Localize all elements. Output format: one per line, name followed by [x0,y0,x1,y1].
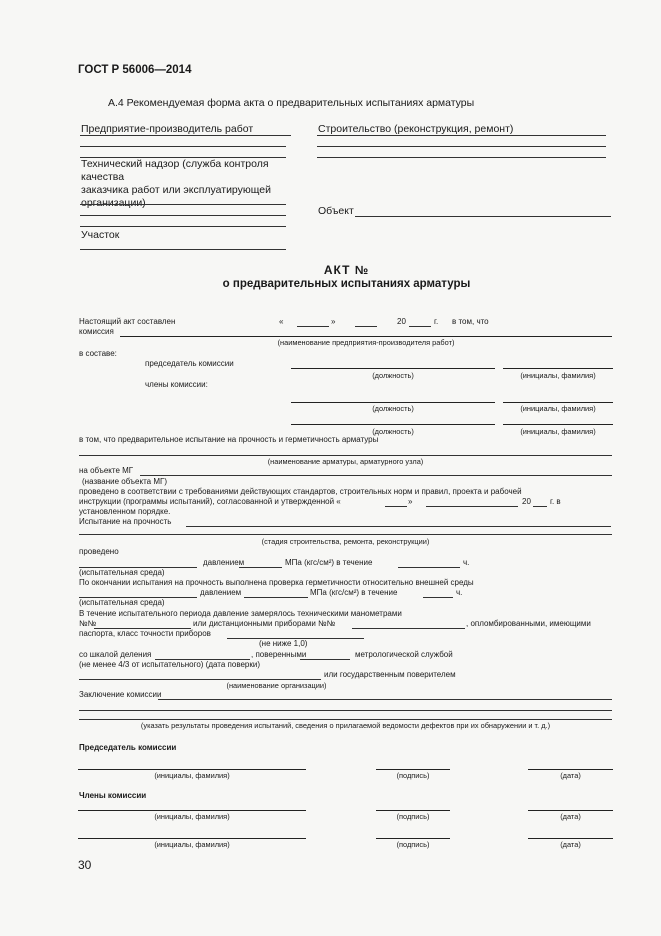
after-strength-text: По окончании испытания на прочность выполнена проверка герметичности относительно внешней среды [79,578,474,587]
sig-caption-initials-3: (инициалы, фамилия) [154,840,230,849]
act-subtitle: о предварительных испытаниях арматуры [222,278,471,290]
caption-organization: (наименование организации) [226,681,327,690]
caption-position-1: (должность) [372,371,414,380]
page-number: 30 [78,858,92,872]
sig-caption-signature-1: (подпись) [396,771,430,780]
chairman-position-line [291,368,495,369]
during-period-text: В течение испытательного периода давление замерялось техническими манометрами [79,609,402,618]
intro-quote-close: » [331,317,336,326]
sig-member1-date-line [528,810,613,811]
sealed-text: , опломбированными, имеющими [466,619,591,628]
conducted-line-2b: » [408,497,413,506]
sig-caption-date-1: (дата) [560,771,581,780]
construction-line [317,135,606,136]
note-verification: (не менее 4/3 от испытательного) (дата поверки) [79,660,261,669]
or-remote-text: или дистанционными приборами №№ [193,619,336,628]
strength-test-line [186,526,611,527]
duration-line-1 [398,567,460,568]
caption-position-3: (должность) [372,427,414,436]
sig-caption-signature-2: (подпись) [396,812,430,821]
member1-name-line [503,402,613,403]
caption-medium-1: (испытательная среда) [79,568,165,577]
member2-position-line [291,424,495,425]
sig-caption-signature-3: (подпись) [396,840,430,849]
intro-right: в том, что [452,317,489,326]
approval-day-line [385,506,407,507]
intro-year-line [409,326,431,327]
composition: в составе: [79,349,117,358]
conducted-line-2a: инструкции (программы испытаний), согласованной и утвержденной « [79,497,341,506]
intro-day-line [297,326,329,327]
caption-initials-3: (инициалы, фамилия) [520,427,596,436]
chairman-name-line [503,368,613,369]
conducted-line-2c: 20 [522,497,531,506]
prelim-test-text: в том, что предварительное испытание на прочность и герметичность арматуры [79,435,379,444]
sig-caption-initials-1: (инициалы, фамилия) [154,771,230,780]
tech-line-1: Технический надзор (служба контроля [81,158,269,170]
object-mg-line [140,475,612,476]
stage-line [79,534,612,535]
caption-valve: (наименование арматуры, арматурного узла) [267,457,424,466]
caption-results: (указать результаты проведения испытаний, сведения о прилагаемой ведомости дефектов при их обнаружении и т. д.) [140,721,551,730]
caption-object: (название объекта МГ) [82,477,167,486]
hours-1: ч. [463,558,470,567]
object-line [355,216,611,217]
no-sign: №№ [79,619,97,628]
sig-member2-name-line [78,838,306,839]
intro-g: г. [434,317,439,326]
commission-word: комиссия [79,327,114,336]
enterprise-label: Предприятие-производитель работ [81,123,254,135]
conclusion-line-2 [79,710,612,711]
site-line [80,249,286,250]
approval-year-line [533,506,547,507]
mpa-text-1: МПа (кгс/см²) в течение [285,558,373,567]
verified-text: , поверенными [251,650,307,659]
pressure-word-2: давлением [200,588,242,597]
member1-position-line [291,402,495,403]
tech-line-a [80,204,286,205]
act-title: АКТ № [323,263,370,277]
tech-line-3: заказчика работ или эксплуатирующей [81,184,272,196]
chairman-heading: Председатель комиссии [79,743,177,752]
sig-member1-name-line [78,810,306,811]
intro-quote-open: « [279,317,284,326]
or-state-text: или государственным поверителем [324,670,456,679]
tech-line-2: качества [81,171,125,183]
pressure-line-1 [239,567,282,568]
passport-text: паспорта, класс точности приборов [79,629,211,638]
tech-line-c [80,226,286,227]
hours-2: ч. [456,588,463,597]
sig-caption-initials-2: (инициалы, фамилия) [154,812,230,821]
strength-test-label: Испытание на прочность [79,517,172,526]
sig-chairman-sign-line [376,769,450,770]
chairman-label: председатель комиссии [145,359,234,368]
sig-chairman-date-line [528,769,613,770]
at-object-label: на объекте МГ [79,466,134,475]
enterprise-line-2 [80,146,286,147]
construction-line-3 [317,157,606,158]
sig-member2-sign-line [376,838,450,839]
member2-name-line [503,424,613,425]
conducted-word: проведено [79,547,119,556]
conclusion-line-1 [158,699,612,700]
caption-initials-2: (инициалы, фамилия) [520,404,596,413]
section-title: А.4 Рекомендуемая форма акта о предварительных испытаниях арматуры [108,97,475,109]
organization-line [79,679,321,680]
scale-text: со шкалой деления [79,650,152,659]
members-heading: Члены комиссии [79,791,147,800]
valve-line [79,455,612,456]
caption-enterprise: (наименование предприятия-производителя работ) [277,338,455,347]
site-label: Участок [81,229,120,241]
members-label: члены комиссии: [145,380,208,389]
caption-position-2: (должность) [372,404,414,413]
sig-member1-sign-line [376,810,450,811]
sig-chairman-name-line [78,769,306,770]
construction-line-2 [317,146,606,147]
intro-month-line [355,326,377,327]
standard-number: ГОСТ Р 56006—2014 [78,64,192,76]
verified-date-line [300,659,350,660]
conducted-line-3: установленном порядке. [79,507,171,516]
metrology-text: метрологической службой [355,650,453,659]
sig-caption-date-3: (дата) [560,840,581,849]
sig-caption-date-2: (дата) [560,812,581,821]
remote-numbers-line [352,628,465,629]
object-label: Объект [318,205,354,217]
pressure-word-1: давлением [203,558,245,567]
caption-initials-1: (инициалы, фамилия) [520,371,596,380]
tech-line-b [80,215,286,216]
pressure-line-2 [244,597,308,598]
tech-line-4: организации) [81,197,146,209]
enterprise-line [80,135,291,136]
conducted-line-2d: г. в [550,497,561,506]
construction-label: Строительство (реконструкция, ремонт) [318,123,514,135]
caption-medium-2: (испытательная среда) [79,598,165,607]
caption-stage: (стадия строительства, ремонта, реконструкции) [261,537,430,546]
mpa-text-2: МПа (кгс/см²) в течение [310,588,398,597]
tech-supervision-label [81,158,271,210]
sig-member2-date-line [528,838,613,839]
commission-line [120,336,612,337]
conclusion-label: Заключение комиссии [79,690,162,699]
approval-month-line [426,506,518,507]
conclusion-line-3 [79,719,612,720]
intro-left: Настоящий акт составлен [79,317,176,326]
intro-year: 20 [397,317,406,326]
conducted-line-1: проведено в соответствии с требованиями действующих стандартов, строительных норм и правил, проекта и рабочей [79,487,522,496]
not-below: (не ниже 1,0) [259,639,308,648]
duration-line-2 [423,597,453,598]
